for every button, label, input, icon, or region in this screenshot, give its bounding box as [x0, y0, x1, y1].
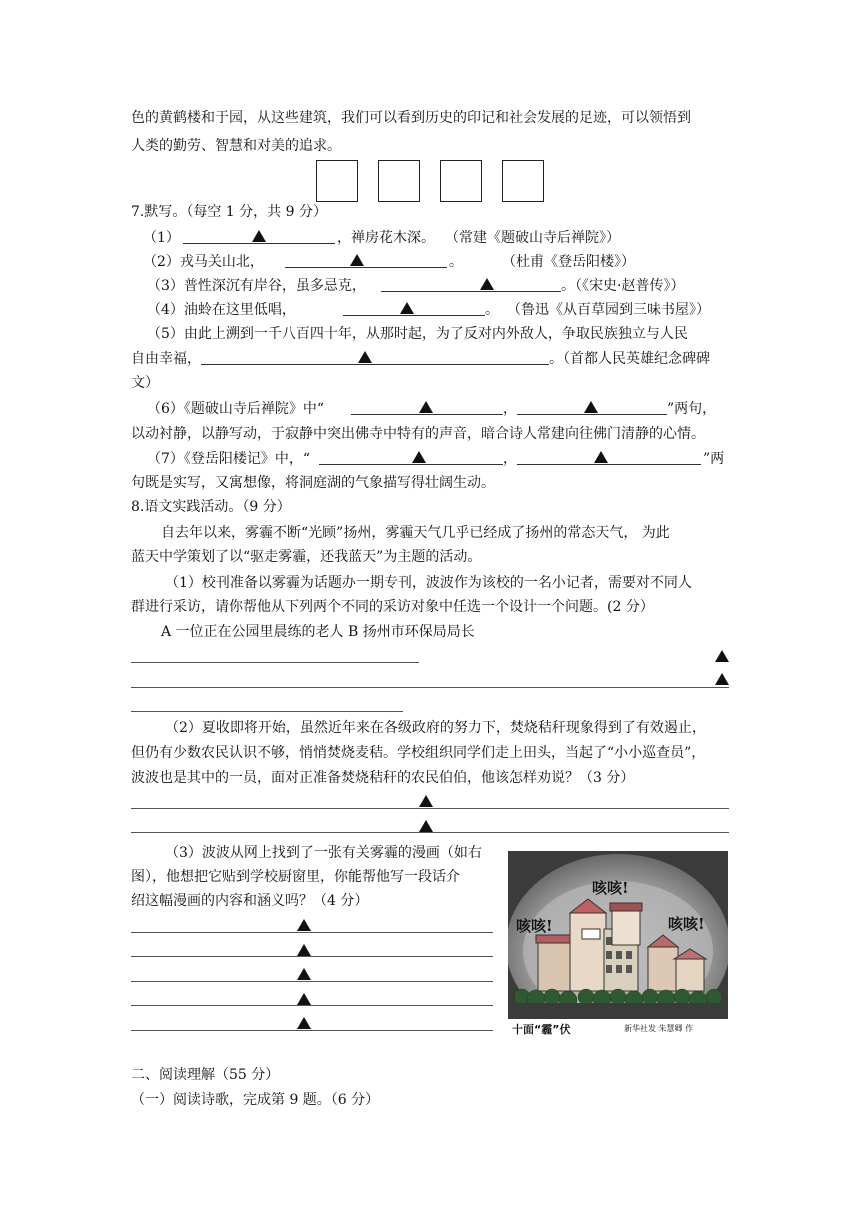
answer-line-8-3b[interactable] — [131, 956, 493, 957]
q7-4-end: 。 — [485, 302, 499, 318]
q8-3-line-1: （3）波波从网上找到了一张有关雾霾的漫画（如右 — [165, 845, 482, 861]
answer-marker-icon — [594, 451, 608, 463]
q7-7-a: （7）《登岳阳楼记》中，“ — [147, 451, 311, 467]
answer-line-8-1c[interactable] — [131, 711, 403, 712]
q7-1-text: ，禅房花木深。 — [337, 230, 435, 246]
answer-marker-icon — [419, 795, 433, 807]
answer-blank-7-1[interactable] — [183, 243, 335, 244]
answer-marker-icon — [480, 278, 494, 290]
q7-1-source: （常建《题破山寺后禅院》） — [445, 230, 620, 246]
answer-marker-icon — [297, 919, 311, 931]
q7-7-comma: ， — [503, 451, 517, 467]
q8-1-line-1: （1）校刊准备以雾霾为话题办一期专刊，波波作为该校的一名小记者，需要对不同人 — [165, 575, 692, 591]
q7-6-line-2: 以动衬静，以静写动，于寂静中突出佛寺中特有的声音，暗合诗人常建向往佛门清静的心情。 — [131, 426, 705, 442]
q7-2-text: （2）戎马关山北， — [143, 254, 264, 270]
answer-marker-icon — [297, 1017, 311, 1029]
q7-5-line-1: （5）由此上溯到一千八百四十年，从那时起，为了反对内外敌人，争取民族独立与人民 — [147, 326, 688, 342]
answer-box-2[interactable] — [378, 160, 420, 202]
answer-marker-icon — [715, 650, 729, 662]
answer-marker-icon — [400, 302, 414, 314]
q7-6-comma: ， — [503, 401, 517, 417]
q7-5-line-3: 文） — [131, 375, 159, 391]
answer-marker-icon — [419, 820, 433, 832]
answer-marker-icon — [419, 401, 433, 413]
q8-1-options: A 一位正在公园里晨练的老人 B 扬州市环保局局长 — [161, 624, 475, 640]
answer-marker-icon — [350, 254, 364, 266]
q7-4-text: （4）油蛉在这里低唱， — [147, 302, 296, 318]
answer-marker-icon — [297, 993, 311, 1005]
q7-7-line-2: 句既是实写，又寓想像，将洞庭湖的气象描写得壮阔生动。 — [131, 475, 495, 491]
answer-blank-7-4[interactable] — [343, 315, 485, 316]
answer-box-4[interactable] — [502, 160, 544, 202]
q7-title: 7.默写。（每空 1 分，共 9 分） — [131, 204, 327, 220]
cartoon-cough-text-1: 咳咳! — [592, 879, 629, 897]
q8-intro-2: 蓝天中学策划了以“驱走雾霾，还我蓝天”为主题的活动。 — [131, 549, 482, 565]
cartoon-cough-text-3: 咳咳! — [668, 915, 705, 933]
intro-line-1: 色的黄鹤楼和于园，从这些建筑，我们可以看到历史的印记和社会发展的足迹，可以领悟到 — [131, 110, 691, 126]
answer-line-8-2a[interactable] — [131, 808, 729, 809]
smog-cartoon — [508, 851, 728, 1037]
answer-marker-icon — [715, 673, 729, 685]
section-2-title: 二、阅读理解（55 分） — [131, 1067, 280, 1083]
q7-1-num: （1） — [143, 230, 180, 246]
answer-line-8-3e[interactable] — [131, 1030, 493, 1031]
answer-box-3[interactable] — [440, 160, 482, 202]
answer-marker-icon — [584, 401, 598, 413]
answer-line-8-1a[interactable] — [131, 662, 419, 663]
q7-6-b: ”两句， — [667, 401, 717, 417]
q8-2-line-3: 波波也是其中的一员，面对正准备焚烧秸秆的农民伯伯，他该怎样劝说？（3 分） — [131, 770, 635, 786]
answer-line-8-3c[interactable] — [131, 981, 493, 982]
answer-marker-icon — [252, 230, 266, 242]
q7-3-source: 。（《宋史·赵普传》） — [561, 278, 685, 294]
answer-blank-7-3[interactable] — [381, 291, 561, 292]
answer-line-8-1b[interactable] — [131, 687, 729, 688]
q8-title: 8.语文实践活动。（9 分） — [131, 499, 291, 515]
q8-2-line-2: 但仍有少数农民认识不够，悄悄焚烧麦秸。学校组织同学们走上田头，当起了“小小巡查员”， — [131, 745, 706, 761]
q8-intro-1: 自去年以来，雾霾不断“光顾”扬州，雾霾天气几乎已经成了扬州的常态天气， 为此 — [161, 525, 670, 541]
q7-6-a: （6）《题破山寺后禅院》中“ — [147, 401, 325, 417]
q7-5-line-2b: 。（首都人民英雄纪念碑碑 — [549, 351, 710, 367]
answer-marker-icon — [297, 944, 311, 956]
answer-line-8-2b[interactable] — [131, 832, 729, 833]
q8-3-line-2: 图），他想把它贴到学校厨窗里，你能帮他写一段话介 — [131, 869, 460, 885]
q8-2-line-1: （2）夏收即将开始，虽然近年来在各级政府的努力下，焚烧秸秆现象得到了有效遏止， — [165, 720, 706, 736]
answer-marker-icon — [358, 351, 372, 363]
q7-3-text: （3）普性深沉有岸谷，虽多忌克， — [147, 278, 366, 294]
answer-marker-icon — [412, 451, 426, 463]
answer-blank-7-6b[interactable] — [517, 414, 667, 415]
answer-blank-7-7a[interactable] — [319, 464, 503, 465]
q7-5-line-2a: 自由幸福， — [131, 351, 201, 367]
q7-7-b: ”两 — [703, 451, 725, 467]
cartoon-credit: 新华社发 朱慧卿 作 — [624, 1024, 694, 1033]
answer-line-8-3a[interactable] — [131, 932, 493, 933]
answer-blank-7-5[interactable] — [201, 364, 549, 365]
q8-3-line-3: 绍这幅漫画的内容和涵义吗？（4 分） — [131, 893, 369, 909]
q8-1-line-2: 群进行采访，请你帮他从下列两个不同的采访对象中任选一个设计一个问题。(2 分） — [131, 599, 654, 615]
intro-line-2: 人类的勤劳、智慧和对美的追求。 — [131, 138, 341, 154]
answer-blank-7-6a[interactable] — [351, 414, 503, 415]
answer-line-8-3d[interactable] — [131, 1005, 493, 1006]
answer-blank-7-2[interactable] — [285, 267, 447, 268]
cartoon-cough-text-2: 咳咳! — [516, 917, 553, 935]
q7-4-source: （鲁迅《从百草园到三味书屋》） — [507, 302, 710, 318]
answer-marker-icon — [297, 968, 311, 980]
section-2-subtitle: （一）阅读诗歌，完成第 9 题。（6 分） — [131, 1092, 380, 1108]
cartoon-caption: 十面“霾”伏 — [512, 1023, 571, 1036]
answer-blank-7-7b[interactable] — [517, 464, 701, 465]
answer-box-1[interactable] — [316, 160, 358, 202]
q7-2-end: 。 — [449, 254, 463, 270]
q7-2-source: （杜甫《登岳阳楼》） — [502, 254, 635, 270]
